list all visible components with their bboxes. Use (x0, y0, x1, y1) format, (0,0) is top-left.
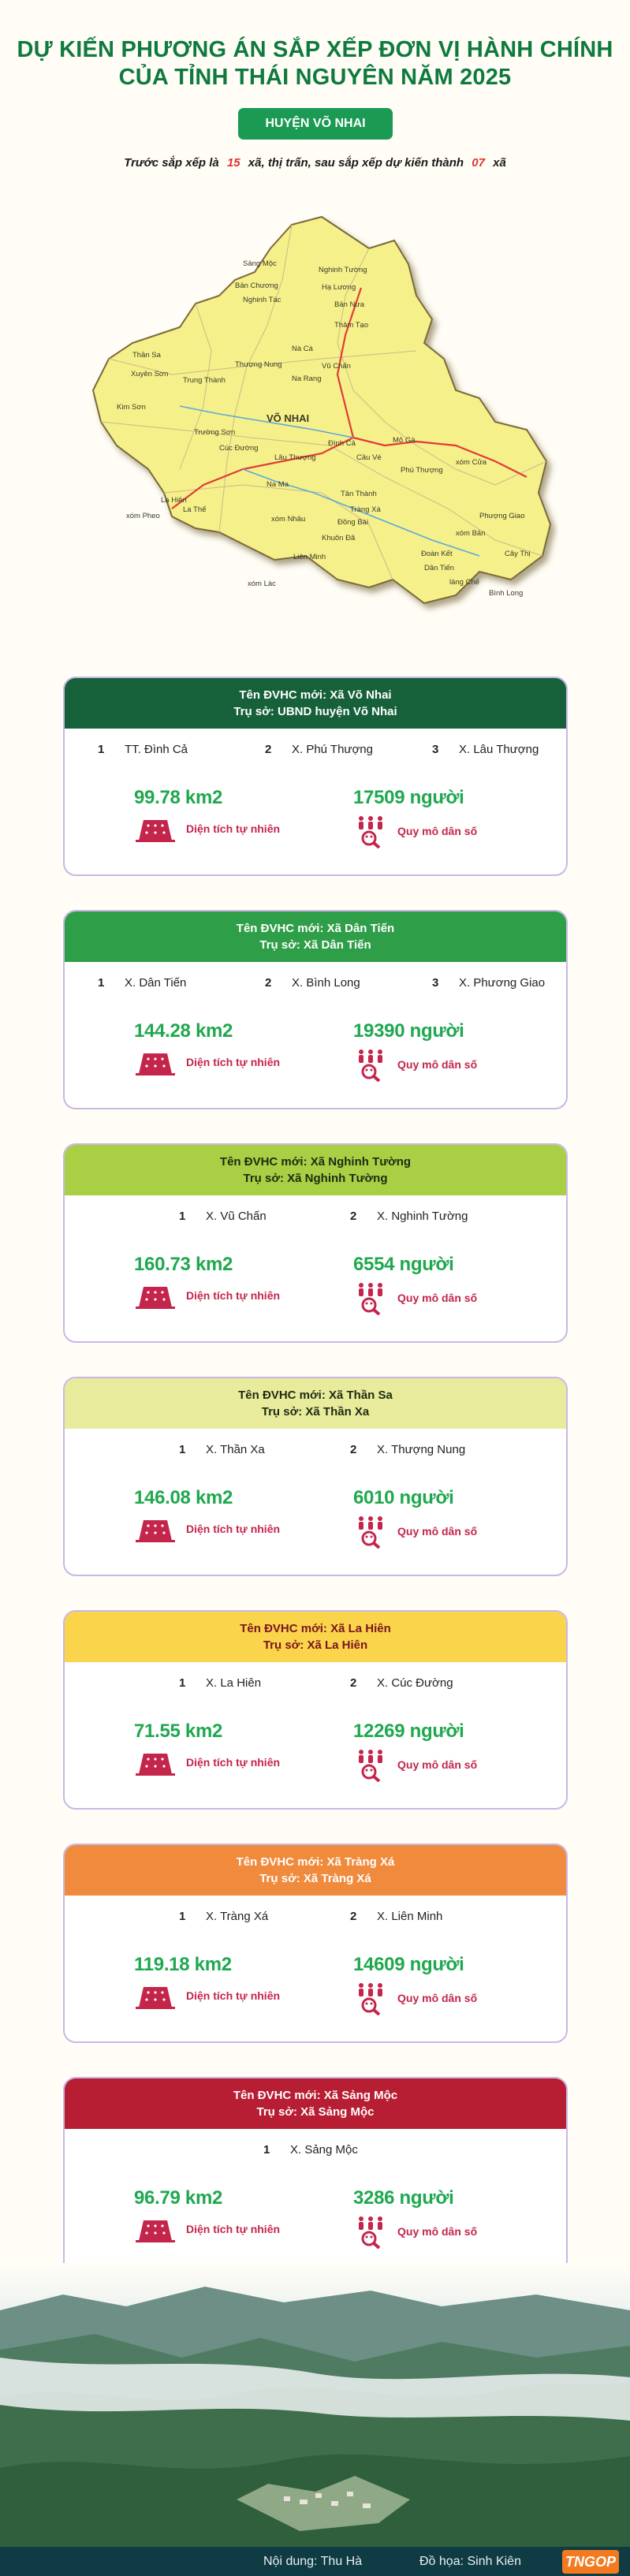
ward-item (179, 1910, 268, 1923)
map-label: Liên Minh (293, 553, 326, 561)
area-label: Diện tích tự nhiên (186, 1756, 281, 1769)
area-value: 146.08 km2 (134, 1487, 233, 1508)
new-commune-name: Tên ĐVHC mới: Xã Nghinh Tường (219, 1155, 412, 1169)
map-label: Bình Long (489, 589, 524, 598)
headquarters: Trụ sở: UBND huyện Võ Nhai (233, 705, 397, 718)
population-value: 3286 người (353, 2187, 454, 2209)
headquarters: Trụ sở: Xã Sảng Mộc (256, 2105, 375, 2119)
ward-index: 1 (98, 976, 105, 990)
area-value: 160.73 km2 (134, 1254, 233, 1275)
headquarters: Trụ sở: Xã Tràng Xá (259, 1872, 371, 1885)
commune-card (63, 677, 568, 876)
ward-index: 2 (350, 1676, 357, 1690)
area-value: 119.18 km2 (134, 1954, 232, 1975)
map-label: xóm Làc (248, 580, 276, 588)
population-icon (353, 1281, 388, 1315)
ward-name: X. Sảng Mộc (290, 2143, 358, 2157)
area-stat (134, 1254, 280, 1310)
area-value: 144.28 km2 (134, 1020, 233, 1042)
map-label: Khuôn Đã (322, 534, 356, 542)
land-area-icon (134, 1514, 177, 1544)
map-label: Mỏ Gà (393, 436, 416, 445)
map-label: Na Ma (267, 480, 289, 489)
card-header (65, 678, 566, 729)
ward-name: X. La Hiên (206, 1676, 262, 1690)
commune-card (63, 910, 568, 1109)
title-line-1: DỰ KIẾN PHƯƠNG ÁN SẮP XẾP ĐƠN VỊ HÀNH CHÍNH (17, 37, 613, 62)
population-icon (353, 1047, 388, 1082)
map-label: Dân Tiến (424, 564, 455, 572)
map-label: Na Rang (292, 375, 322, 383)
card-header (65, 911, 566, 962)
map-label: Cúc Đường (219, 444, 259, 453)
map-label: VÕ NHAI (267, 412, 310, 424)
new-commune-name: Tên ĐVHC mới: Xã Dân Tiến (236, 922, 395, 935)
map-label: Nà Cà (292, 345, 313, 353)
ward-item (98, 743, 188, 756)
ward-index: 2 (350, 1910, 357, 1923)
count-after: 07 (472, 156, 485, 170)
commune-card (63, 1143, 568, 1343)
population-icon (353, 1514, 388, 1549)
map-label: Thượng Nung (235, 360, 282, 369)
land-area-icon (134, 1981, 177, 2011)
ward-index: 1 (179, 1676, 186, 1690)
card-header (65, 1145, 566, 1195)
ward-item (98, 976, 186, 990)
intro-before: Trước sắp xếp là (124, 156, 219, 170)
ward-name: TT. Đình Cả (125, 743, 188, 756)
ward-name: X. Lâu Thượng (459, 743, 539, 756)
map-label: Phượng Giao (479, 512, 525, 520)
ward-item (179, 1443, 265, 1456)
ward-name: X. Nghinh Tường (377, 1210, 468, 1223)
ward-index: 2 (350, 1210, 357, 1223)
population-label: Quy mô dân số (397, 1758, 478, 1771)
ward-item (432, 976, 545, 990)
area-stat (134, 2187, 280, 2244)
ward-name: X. Tràng Xá (206, 1910, 269, 1923)
ward-item (432, 743, 539, 756)
map-label: Tân Thành (341, 490, 377, 498)
new-commune-name: Tên ĐVHC mới: Xã Thần Sa (238, 1389, 393, 1402)
land-area-icon (134, 1047, 177, 1077)
count-before: 15 (226, 156, 240, 170)
new-commune-name: Tên ĐVHC mới: Xã Sảng Mộc (233, 2089, 398, 2102)
new-commune-name: Tên ĐVHC mới: Xã Tràng Xá (236, 1855, 395, 1869)
area-label: Diện tích tự nhiên (186, 2223, 281, 2235)
map-label: xóm Cửa (456, 458, 487, 467)
area-stat (134, 1020, 280, 1077)
map-label: Kim Sơn (117, 403, 146, 412)
commune-card (63, 1377, 568, 1576)
area-label: Diện tích tự nhiên (186, 1056, 281, 1068)
population-label: Quy mô dân số (397, 2225, 478, 2238)
ward-index: 2 (265, 743, 272, 756)
ward-index: 1 (179, 1210, 186, 1223)
map-label: Phú Thượng (401, 466, 443, 475)
headquarters: Trụ sở: Xã Nghinh Tường (243, 1172, 388, 1185)
new-commune-name: Tên ĐVHC mới: Xã Võ Nhai (239, 688, 392, 702)
ward-index: 2 (265, 976, 272, 990)
population-stat (353, 787, 477, 848)
card-header (65, 1612, 566, 1662)
population-label: Quy mô dân số (397, 1525, 478, 1538)
land-area-icon (134, 2214, 177, 2244)
district-boundary (93, 217, 550, 603)
population-stat (353, 1487, 477, 1549)
population-icon (353, 814, 388, 848)
ward-name: X. Bình Long (292, 976, 360, 990)
ward-item (350, 1676, 453, 1690)
population-icon (353, 1747, 388, 1782)
ward-item (179, 1676, 261, 1690)
ward-index: 1 (263, 2143, 270, 2157)
map-label: Sảng Mộc (243, 259, 277, 268)
map-label: xóm Pheo (126, 512, 160, 520)
map-label: Nghinh Tác (243, 296, 281, 304)
map-label: Tràng Xá (350, 505, 381, 514)
area-stat (134, 1487, 280, 1544)
ward-item (350, 1910, 442, 1923)
map-label: Xuyên Sơn (131, 370, 169, 378)
credits-bar (0, 2547, 630, 2576)
map-label: Thần Sa (132, 351, 161, 360)
ward-item (179, 1210, 267, 1223)
area-value: 96.79 km2 (134, 2187, 223, 2209)
map-label: Đoàn Kết (421, 550, 453, 558)
ward-index: 3 (432, 976, 439, 990)
population-stat (353, 1954, 477, 2015)
population-label: Quy mô dân số (397, 1292, 478, 1304)
ward-index: 1 (179, 1910, 186, 1923)
area-stat (134, 787, 280, 844)
ward-item (263, 2143, 358, 2157)
map-label: làng Chế (449, 578, 480, 587)
map-label: Đồng Bài (337, 518, 369, 527)
content-credit: Nội dung: Thu Hà (263, 2554, 363, 2568)
map-label: Thâm Tạo (334, 321, 369, 330)
map-label: Lâu Thượng (274, 453, 316, 462)
map-label: Bản Nưa (334, 300, 365, 309)
population-stat (353, 1254, 477, 1315)
map-label: La Hiên (161, 496, 187, 505)
map-label: Hạ Lương (322, 283, 356, 292)
ward-name: X. Dân Tiến (125, 976, 187, 990)
ward-name: X. Liên Minh (377, 1910, 443, 1923)
population-label: Quy mô dân số (397, 1992, 478, 2004)
commune-card (63, 2077, 568, 2276)
population-stat (353, 2187, 477, 2249)
page-title (0, 36, 630, 91)
area-stat (134, 1954, 280, 2011)
ward-item (265, 743, 373, 756)
title-line-2: CỦA TỈNH THÁI NGUYÊN NĂM 2025 (118, 65, 512, 90)
land-area-icon (134, 1281, 177, 1310)
district-map (85, 209, 558, 639)
ward-name: X. Thần Xa (206, 1443, 265, 1456)
area-value: 99.78 km2 (134, 787, 223, 808)
headquarters: Trụ sở: Xã Dân Tiến (259, 938, 371, 952)
publisher-logo: TNGOP (562, 2550, 619, 2574)
ward-name: X. Thượng Nung (377, 1443, 466, 1456)
population-value: 19390 người (353, 1020, 464, 1042)
card-header (65, 1845, 566, 1896)
headquarters: Trụ sở: Xã La Hiên (263, 1638, 368, 1652)
area-label: Diện tích tự nhiên (186, 1289, 281, 1302)
map-label: Nghinh Tường (319, 266, 367, 274)
map-label: xóm Nhâu (271, 515, 306, 524)
district-badge: HUYỆN VÕ NHAI (238, 108, 393, 140)
ward-name: X. Vũ Chấn (206, 1210, 267, 1223)
map-label: Bản Chương (235, 281, 278, 290)
card-header (65, 2078, 566, 2129)
area-label: Diện tích tự nhiên (186, 1523, 281, 1535)
land-area-icon (134, 814, 177, 844)
ward-item (350, 1443, 465, 1456)
map-label: xóm Bản (456, 529, 486, 538)
area-stat (134, 1720, 280, 1777)
commune-card (63, 1843, 568, 2043)
landscape-photo (0, 2263, 630, 2576)
commune-card (63, 1610, 568, 1810)
population-label: Quy mô dân số (397, 825, 478, 837)
ward-name: X. Cúc Đường (377, 1676, 453, 1690)
ward-index: 1 (98, 743, 105, 756)
map-label: Cây Thị (505, 550, 531, 558)
intro-middle: xã, thị trấn, sau sắp xếp dự kiến thành (248, 156, 464, 170)
ward-item (265, 976, 360, 990)
intro-after: xã (493, 156, 506, 170)
map-label: Cầu Vé (356, 453, 382, 462)
ward-index: 3 (432, 743, 439, 756)
map-label: La Thể (183, 505, 207, 514)
map-label: Vũ Chấn (322, 362, 351, 371)
map-label: Đình Cả (328, 439, 356, 448)
population-value: 17509 người (353, 787, 464, 808)
map-label: Trung Thành (183, 376, 226, 385)
population-stat (353, 1020, 477, 1082)
ward-name: X. Phương Giao (459, 976, 546, 990)
population-icon (353, 1981, 388, 2015)
new-commune-name: Tên ĐVHC mới: Xã La Hiên (240, 1622, 391, 1635)
area-value: 71.55 km2 (134, 1720, 223, 1742)
graphics-credit: Đồ họa: Sinh Kiên (419, 2554, 521, 2568)
population-value: 6010 người (353, 1487, 454, 1508)
card-header (65, 1378, 566, 1429)
population-label: Quy mô dân số (397, 1058, 478, 1071)
area-label: Diện tích tự nhiên (186, 822, 281, 835)
land-area-icon (134, 1747, 177, 1777)
area-label: Diện tích tự nhiên (186, 1989, 281, 2002)
map-label: Trường Sơn (194, 428, 236, 437)
headquarters: Trụ sở: Xã Thần Xa (261, 1405, 370, 1418)
ward-item (350, 1210, 468, 1223)
population-value: 12269 người (353, 1720, 464, 1742)
population-value: 14609 người (353, 1954, 464, 1975)
ward-name: X. Phú Thượng (292, 743, 373, 756)
ward-index: 2 (350, 1443, 357, 1456)
population-icon (353, 2214, 388, 2249)
intro-text (0, 156, 630, 170)
population-stat (353, 1720, 477, 1782)
population-value: 6554 người (353, 1254, 454, 1275)
ward-index: 1 (179, 1443, 186, 1456)
